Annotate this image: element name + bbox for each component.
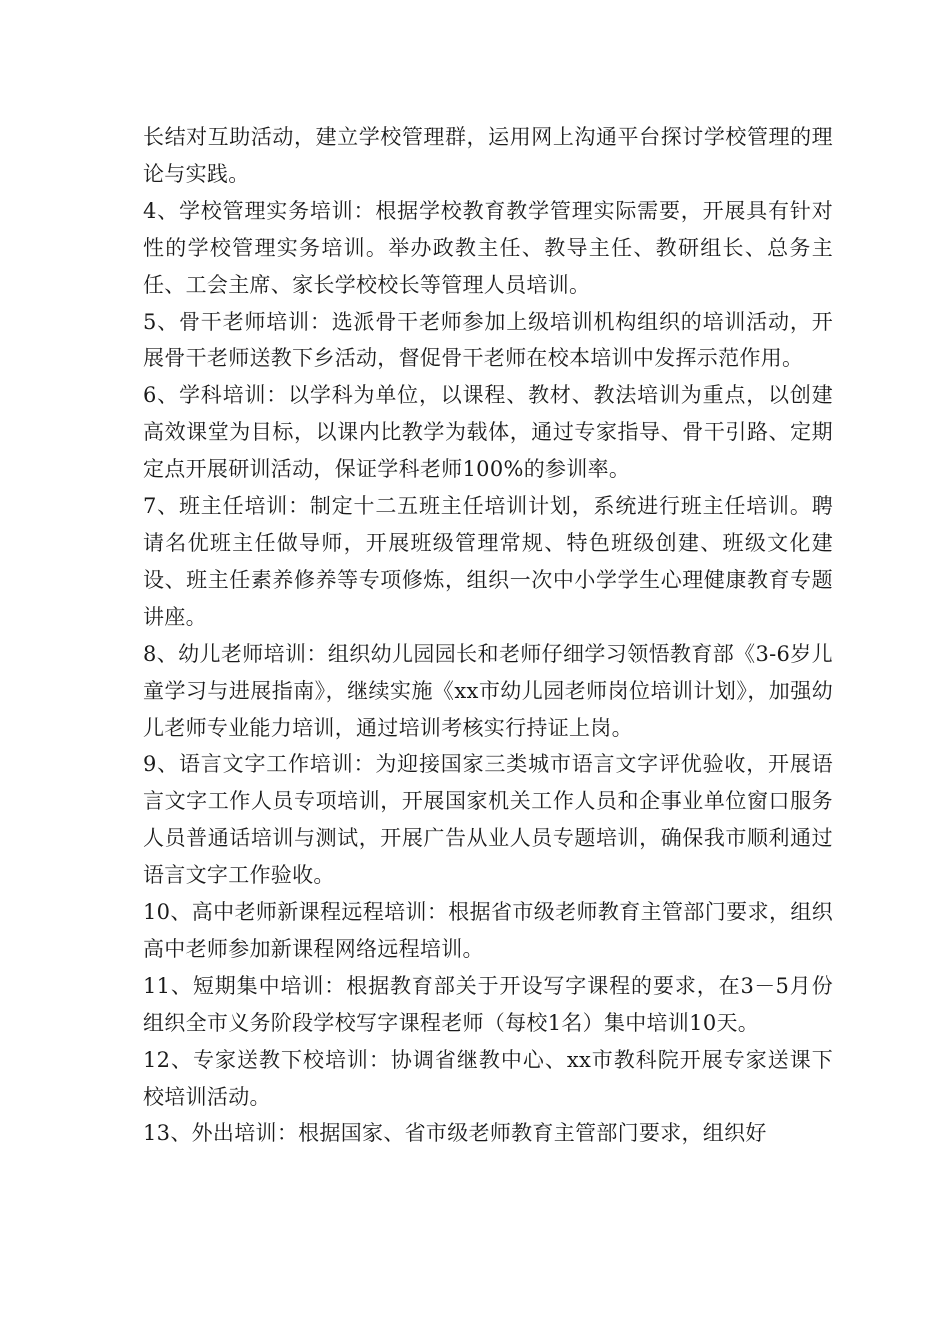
paragraph-continuation: 长结对互助活动，建立学校管理群，运用网上沟通平台探讨学校管理的理论与实践。 [143, 125, 833, 186]
paragraph-item-12: 12、专家送教下校培训：协调省继教中心、xx市教科院开展专家送课下校培训活动。 [143, 1047, 833, 1109]
paragraph-item-11: 11、短期集中培训：根据教育部关于开设写字课程的要求，在3－5月份组织全市义务阶段学校写字课程老师（每校1名）集中培训10天。 [143, 973, 833, 1035]
paragraph-item-10: 10、高中老师新课程远程培训：根据省市级老师教育主管部门要求，组织高中老师参加新课程网络远程培训。 [143, 900, 833, 961]
paragraph-item-13: 13、外出培训：根据国家、省市级老师教育主管部门要求，组织好 [143, 1121, 767, 1146]
paragraph-item-9: 9、语言文字工作培训：为迎接国家三类城市语言文字评优验收，开展语言文字工作人员专项培训，开展国家机关工作人员和企事业单位窗口服务人员普通话培训与测试，开展广告从业人员专题培训，确保我市顺利通过语言文字工作验收。 [143, 752, 833, 888]
paragraph-item-6: 6、学科培训：以学科为单位，以课程、教材、教法培训为重点，以创建高效课堂为目标，以课内比教学为载体，通过专家指导、骨干引路、定期定点开展研训活动，保证学科老师100%的参训率。 [143, 383, 833, 482]
paragraph-item-4: 4、学校管理实务培训：根据学校教育教学管理实际需要，开展具有针对性的学校管理实务培训。举办政教主任、教导主任、教研组长、总务主任、工会主席、家长学校校长等管理人员培训。 [143, 198, 833, 297]
paragraph-item-7: 7、班主任培训：制定十二五班主任培训计划，系统进行班主任培训。聘请名优班主任做导师，开展班级管理常规、特色班级创建、班级文化建设、班主任素养修养等专项修炼，组织一次中小学学生心理健康教育专题讲座。 [143, 494, 833, 629]
paragraph-item-5: 5、骨干老师培训：选派骨干老师参加上级培训机构组织的培训活动，开展骨干老师送教下乡活动，督促骨干老师在校本培训中发挥示范作用。 [143, 309, 833, 371]
document-body [143, 119, 833, 1152]
paragraph-item-8: 8、幼儿老师培训：组织幼儿园园长和老师仔细学习领悟教育部《3-6岁儿童学习与进展指南》，继续实施《xx市幼儿园老师岗位培训计划》，加强幼儿老师专业能力培训，通过培训考核实行持证上岗。 [143, 641, 833, 740]
